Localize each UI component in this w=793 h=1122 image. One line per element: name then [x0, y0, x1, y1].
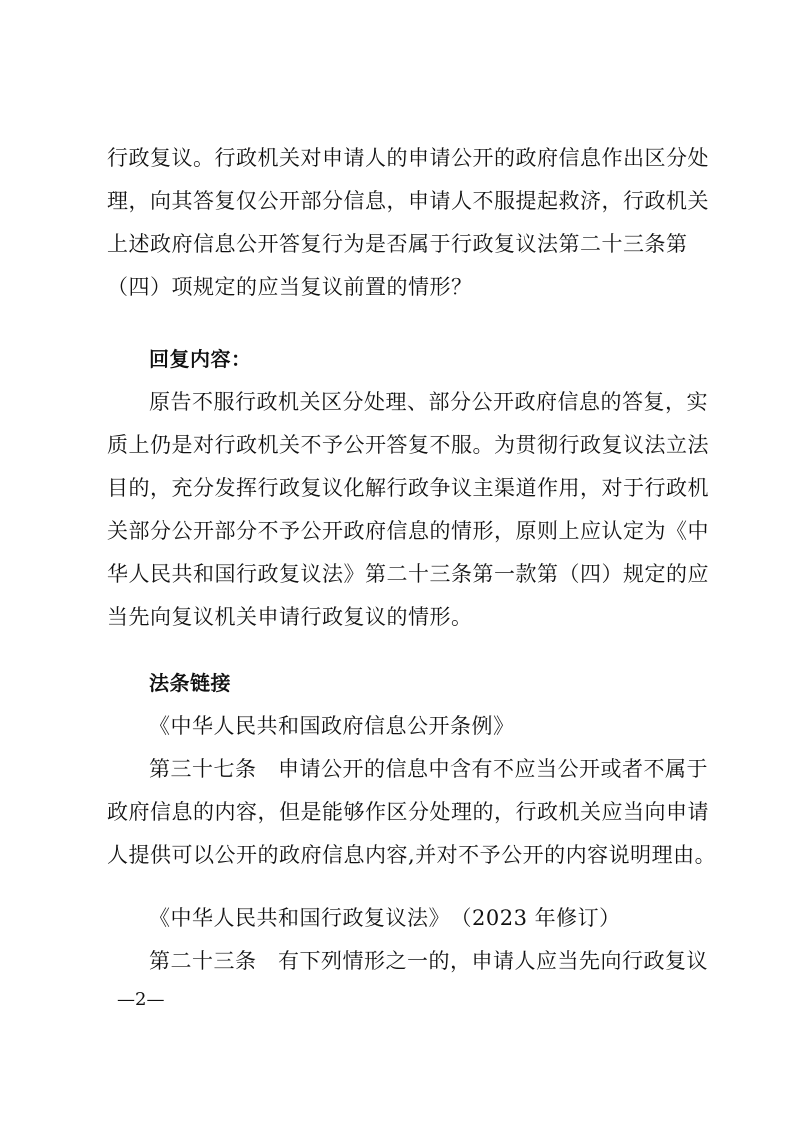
reply-line-6: 当先向复议机关申请行政复议的情形。	[107, 605, 473, 629]
law1-line-1: 第三十七条 申请公开的信息中含有不应当公开或者不属于	[149, 757, 708, 781]
reply-line-1: 原告不服行政机关区分处理、部分公开政府信息的答复，实	[149, 390, 708, 414]
reply-line-3: 目的，充分发挥行政复议化解行政争议主渠道作用，对于行政机	[107, 476, 709, 500]
reply-line-4: 关部分公开部分不予公开政府信息的情形，原则上应认定为《中	[107, 519, 709, 543]
law1-line-3: 人提供可以公开的政府信息内容,并对不予公开的内容说明理由。	[107, 843, 717, 867]
law1-line-2: 政府信息的内容，但是能够作区分处理的，行政机关应当向申请	[107, 800, 709, 824]
law2-title: 《中华人民共和国行政复议法》 （2023 年修订）	[149, 906, 621, 930]
reply-line-5: 华人民共和国行政复议法》第二十三条第一款第（四）规定的应	[107, 562, 709, 586]
law-links-heading: 法条链接	[149, 671, 231, 695]
intro-line-4: （四）项规定的应当复议前置的情形？	[107, 275, 473, 299]
reply-line-2: 质上仍是对行政机关不予公开答复不服。为贯彻行政复议法立法	[107, 433, 709, 457]
intro-line-2: 理，向其答复仅公开部分信息，申请人不服提起救济，行政机关	[107, 189, 709, 213]
page-number: —2—	[117, 989, 165, 1010]
reply-heading: 回复内容：	[149, 347, 252, 371]
law2-line-1: 第二十三条 有下列情形之一的，申请人应当先向行政复议	[149, 949, 708, 973]
law1-title: 《中华人民共和国政府信息公开条例》	[149, 714, 515, 738]
intro-line-1: 行政复议。行政机关对申请人的申请公开的政府信息作出区分处	[107, 146, 709, 170]
intro-line-3: 上述政府信息公开答复行为是否属于行政复议法第二十三条第	[107, 232, 688, 256]
